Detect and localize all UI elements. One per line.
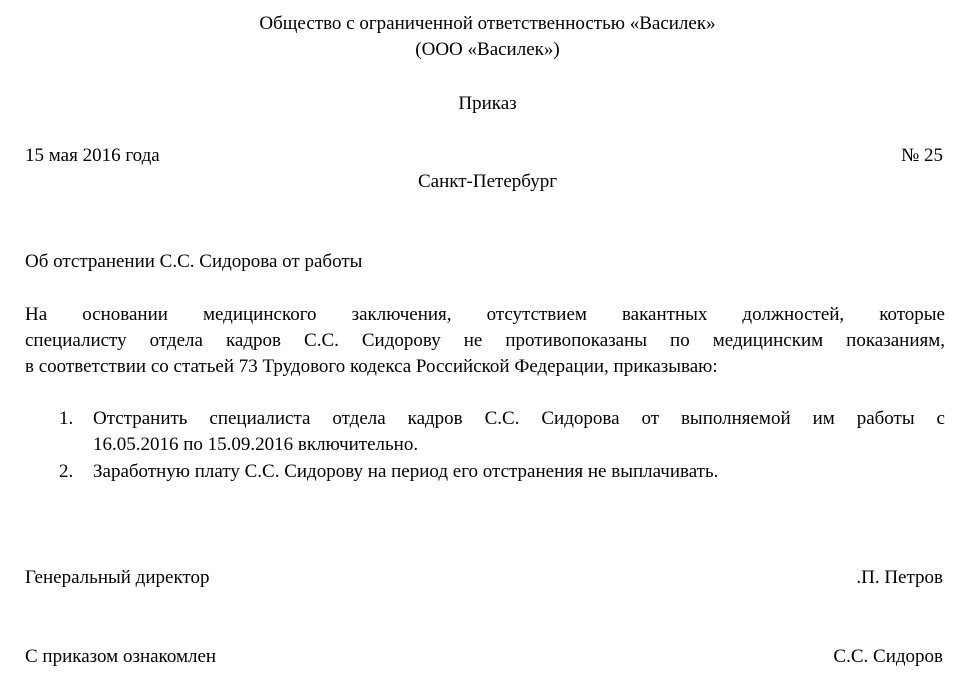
preamble-paragraph [25,302,945,380]
order-subject: Об отстранении С.С. Сидорова от работы [25,251,363,272]
item-line: Заработную плату С.С. Сидорову на период его отстранения не выплачивать. [93,461,719,482]
item-text [93,459,945,485]
document-title: Приказ [458,93,517,114]
item-line: 16.05.2016 по 15.09.2016 включительно. [93,434,419,455]
preamble-line: специалисту отдела кадров С.С. Сидорову не противопоказаны по медицинским показаниям, [25,330,945,351]
item-line: Отстранить специалиста отдела кадров С.С. Сидорова от выполняемой им работы с [93,408,945,429]
director-title: Генеральный директор [25,567,210,588]
order-number: № 25 [901,145,943,166]
order-city: Санкт-Петербург [417,171,557,192]
acknowledgement-label: С приказом ознакомлен [25,646,217,667]
organization-full-name: Общество с ограниченной ответственностью «Василек» [259,13,716,34]
item-text [93,406,945,458]
preamble-line: На основании медицинского заключения, отсутствием вакантных должностей, которые [25,304,945,325]
organization-short-name: (ООО «Василек») [415,39,560,60]
item-number: 1. [59,408,74,429]
preamble-line: в соответствии со статьей 73 Трудового кодекса Российской Федерации, приказываю: [25,356,718,377]
director-name: .П. Петров [856,567,943,588]
acknowledged-employee-name: С.С. Сидоров [833,646,943,667]
item-number: 2. [59,461,74,482]
order-date: 15 мая 2016 года [25,145,160,166]
